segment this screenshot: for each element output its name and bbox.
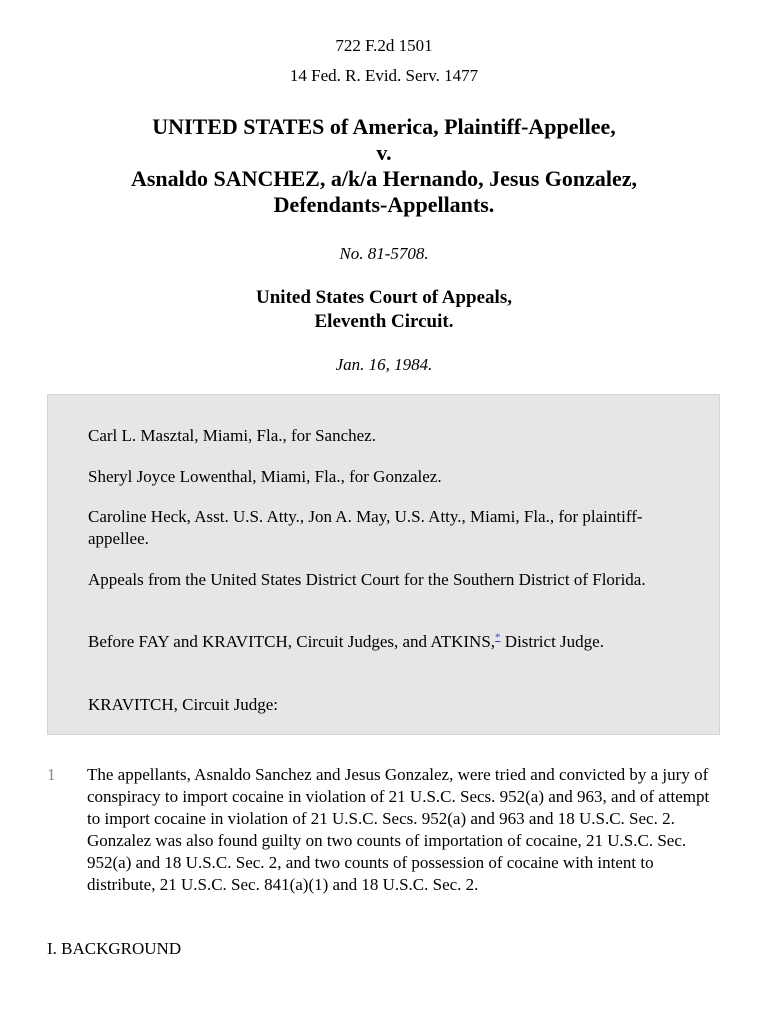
reporter-citation: 722 F.2d 1501: [335, 36, 433, 55]
docket-number: No. 81-5708.: [339, 244, 429, 263]
panel-judges-suffix: District Judge.: [500, 632, 604, 651]
counsel-box: [47, 394, 720, 735]
court-name-line1: United States Court of Appeals,: [256, 287, 512, 308]
caption-plaintiff: UNITED STATES of America, Plaintiff-Appellee,: [152, 114, 616, 139]
caption-defendants-role: Defendants-Appellants.: [273, 192, 495, 217]
paragraph-text: The appellants, Asnaldo Sanchez and Jesus Gonzalez, were tried and convicted by a jury of conspiracy to import cocaine in violation of 21 U.S.C. Secs. 952(a) and 963, and of attempt to import cocaine in violation of 21 U.S.C. Secs. 952(a) and 963 and 18 U.S.C. Sec. 2. Gonzalez was also found guilty on two counts of importation of cocaine, 21 U.S.C. Sec. 952(a) and 18 U.S.C. Sec. 2, and two counts of possession of cocaine with intent to distribute, 21 U.S.C. Sec. 841(a)(1) and 18 U.S.C. Sec. 2.: [87, 765, 710, 894]
footnote-link[interactable]: *: [495, 631, 501, 644]
counsel-sanchez: Carl L. Masztal, Miami, Fla., for Sanchez.: [88, 426, 376, 445]
caption-defendants: Asnaldo SANCHEZ, a/k/a Hernando, Jesus Gonzalez,: [130, 166, 638, 191]
case-caption: [0, 114, 768, 218]
caption-versus: v.: [376, 140, 392, 165]
court-name-line2: Eleventh Circuit.: [314, 311, 454, 332]
paragraph-number: 1: [47, 765, 56, 784]
opinion-author: KRAVITCH, Circuit Judge:: [88, 695, 278, 714]
panel-judges: [88, 631, 698, 653]
court-name: [0, 286, 768, 334]
appeal-from: Appeals from the United States District Court for the Southern District of Florida.: [88, 570, 646, 589]
counsel-gonzalez: Sheryl Joyce Lowenthal, Miami, Fla., for Gonzalez.: [88, 467, 442, 486]
decision-date: Jan. 16, 1984.: [335, 355, 433, 374]
panel-judges-text: Before FAY and KRAVITCH, Circuit Judges, and ATKINS,: [88, 632, 496, 651]
counsel-appellee: Caroline Heck, Asst. U.S. Atty., Jon A. May, U.S. Atty., Miami, Fla., for plaintiff-appellee.: [88, 507, 643, 548]
section-heading: I. BACKGROUND: [47, 939, 182, 958]
evidence-service-citation: 14 Fed. R. Evid. Serv. 1477: [289, 66, 479, 85]
